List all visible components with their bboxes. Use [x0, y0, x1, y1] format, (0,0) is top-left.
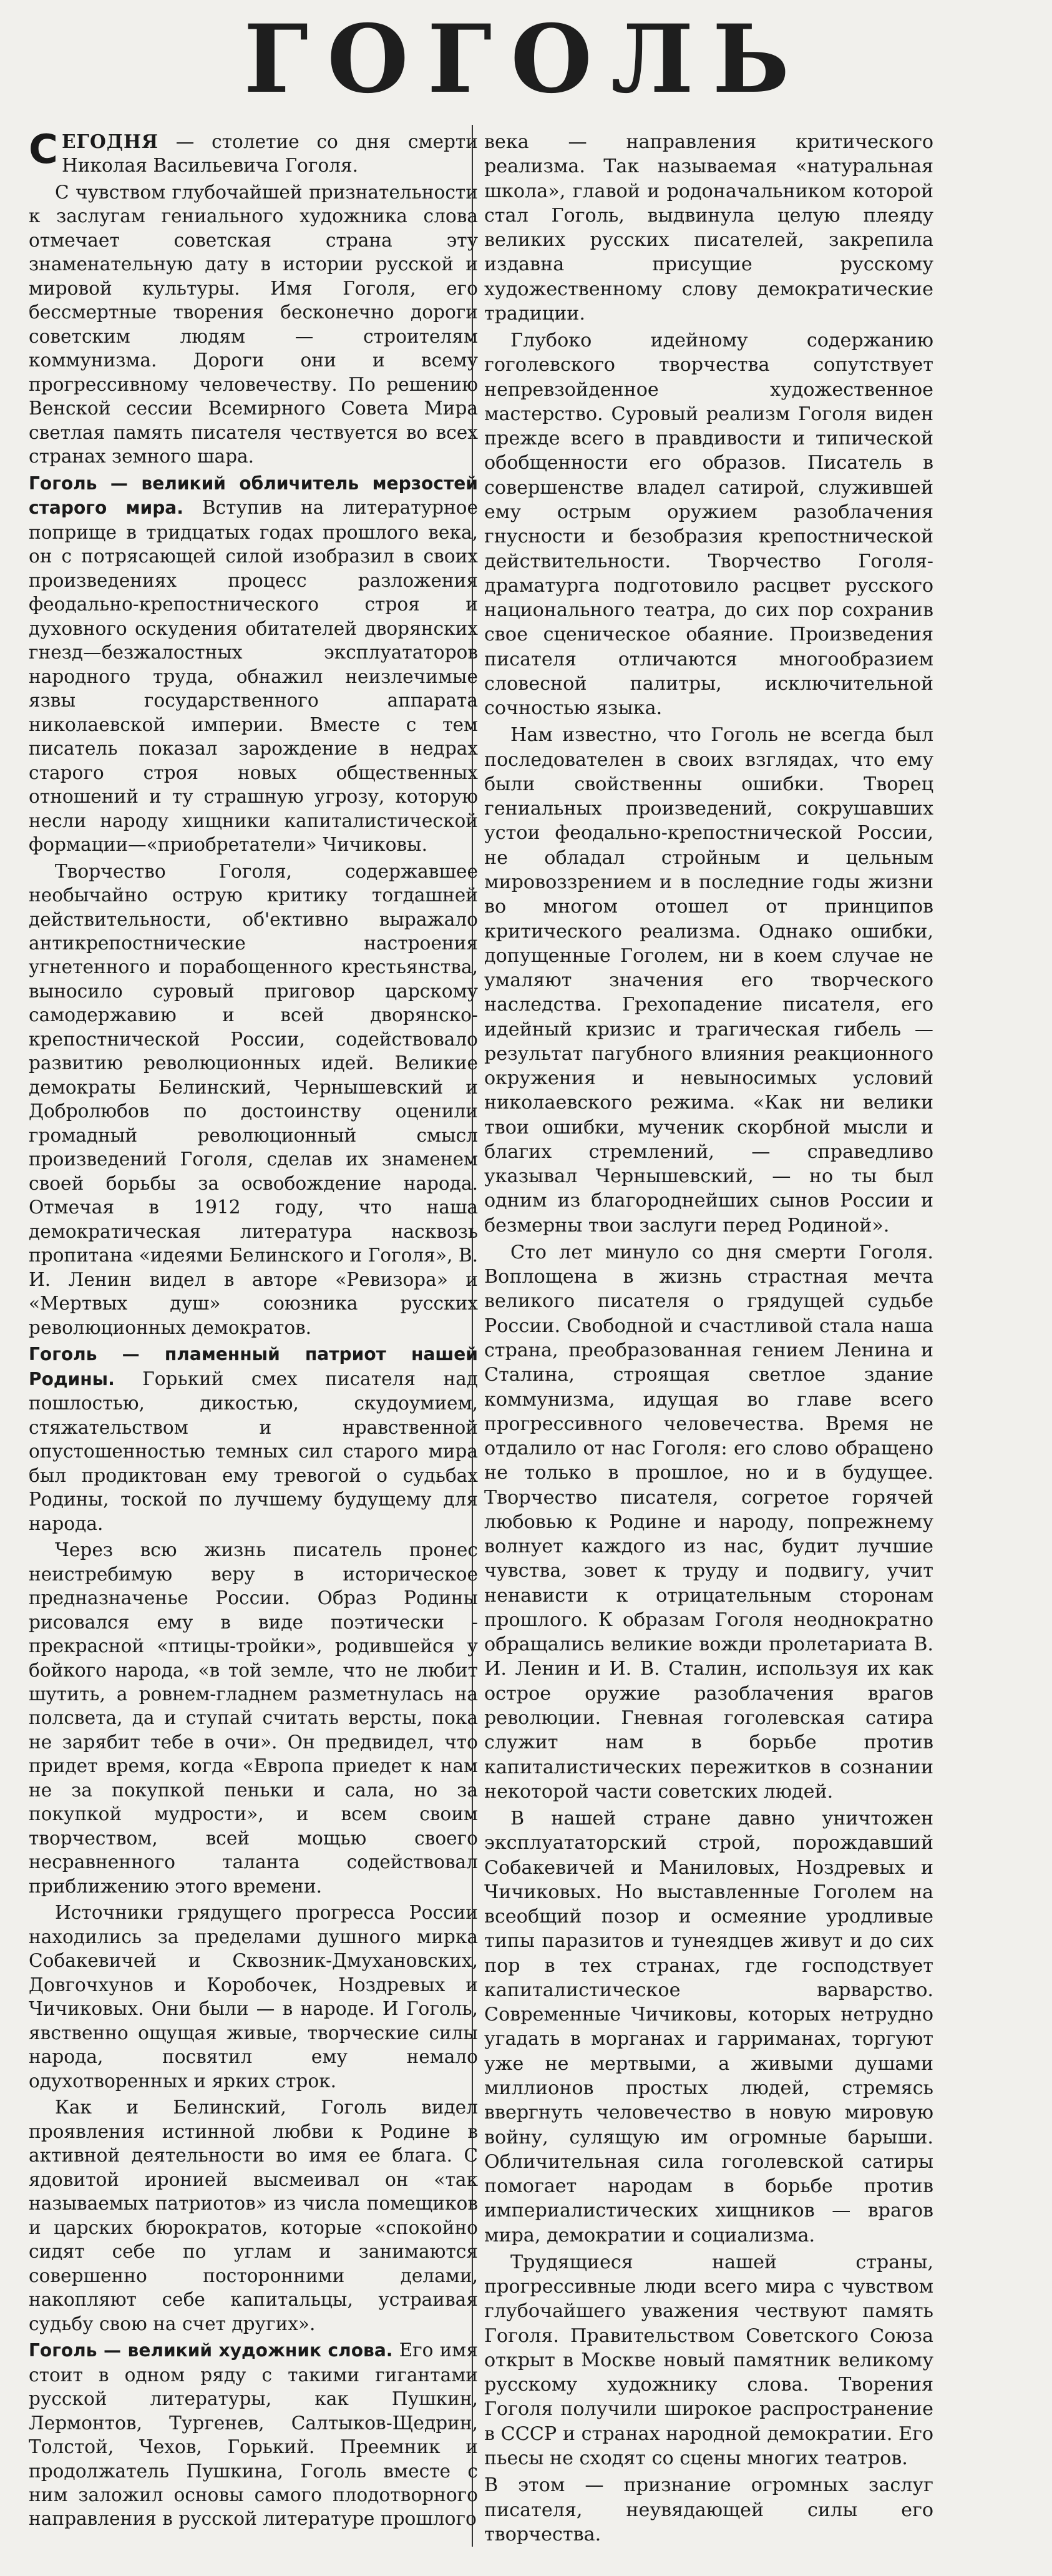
- subheading: Гоголь — пламенный патриот нашей Родины.: [29, 1344, 478, 1389]
- paragraph: Творчество Гоголя, содержавшее необычайно острую критику тогдашней действительности, об'ективно выражало антикрепостнические настроения угнетенного и порабощенного крестьянства, выносило суровый приговор царскому самодержавию и всей дворянско-крепостнической России, содействовало развитию революционных идей. Великие демократы Белинский, Чернышевский и Добролюбов по достоинству оценили громадный революционный смысл произведений Гоголя, сделав их знаменем своей борьбы за освобождение народа. Отмечая в 1912 году, что наша демократическая литература насквозь пропитана «идеями Белинского и Гоголя», В. И. Ленин видел в авторе «Ревизора» и «Мертвых душ» союзника русских революционных демократов.: [29, 860, 478, 1338]
- intro-text: — столетие со дня смерти Николая Васильевича Гоголя.: [61, 131, 478, 177]
- paragraph: Как и Белинский, Гоголь видел проявления истинной любви к Родине в активной деятельности во имя ее блага. С ядовитой иронией высмеивал он «так называемых патриотов» из числа помещиков и царских бюрократов, которые «спокойно сидят себе по углам и занимаются совершенно посторонними делами, накопляют себе капитальцы, устраивая судьбу свою на счет других».: [29, 2097, 478, 2334]
- paragraph-text: Вступив на литературное поприще в тридцатых годах прошлого века, он с потрясающей силой изобразил в своих произведениях процесс разложения феодально-крепостнического строя и духовного оскудения обитателей дворянских гнезд—безжалостных эксплуататоров народного труда, обнажил неизлечимые язвы государственного аппарата николаевской империи. Вместе с тем писатель показал зарождение в недрах старого строя новых общественных отношений и ту страшную угрозу, которую несли народу хищники капиталистической формации—«приобретатели» Чичиковы.: [29, 497, 479, 856]
- right-column: [484, 130, 933, 2549]
- paragraph: Трудящиеся нашей страны, прогрессивные люди всего мира с чувством глубочайшего уважения чествуют память Гоголя. Правительством Советского Союза открыт в Москве новый памятник великому русскому художнику слова. Творения Гоголя получили широкое распространение в СССР и странах народной демократии. Его пьесы не сходят со сцены многих театров.: [484, 2251, 933, 2469]
- paragraph: С чувством глубочайшей признательности к заслугам гениального художника слова отмечает советская страна эту знаменательную дату в истории русской и мировой культуры. Имя Гоголя, его бессмертные творения бесконечно дороги советским людям — строителям коммунизма. Дороги они и всему прогрессивному человечеству. По решению Венской сессии Всемирного Совета Мира светлая память писателя чествуется во всех странах земного шара.: [29, 181, 478, 468]
- paragraph: Нам известно, что Гоголь не всегда был последователен в своих взглядах, что ему были свойственны ошибки. Творец гениальных произведений, сокрушавших устои феодально-крепостнической России, не обладал стройным и цельным мировоззрением и в последние годы жизни во многом отошел от принципов критического реализма. Однако ошибки, допущенные Гоголем, ни в коем случае не умаляют значения его творческого наследства. Грехопадение писателя, его идейный кризис и трагическая гибель — результат пагубного влияния реакционного окружения и невыносимых условий николаевского режима. «Как ни велики твои ошибки, мученик скорбной мысли и благих стремлений, — справедливо указывал Чернышевский, — но ты был одним из благороднейших сынов России и безмерны твои заслуги перед Родиной».: [484, 724, 933, 1237]
- paragraph: Источники грядущего прогресса России находились за пределами душного мирка Собакевичей и Сквозник-Дмухановских, Довгочхунов и Коробочек, Ноздревых и Чичиковых. Они были — в народе. И Гоголь, явственно ощущая живые, творческие силы народа, посвятил ему немало одухотворенных и ярких строк.: [29, 1902, 478, 2092]
- article-title: ГОГОЛЬ: [243, 4, 809, 114]
- subheading: Гоголь — великий обличитель мерзостей старого мира.: [29, 473, 478, 519]
- paragraph: В нашей стране давно уничтожен эксплуататорский строй, порождавший Собакевичей и Маниловых, Ноздревых и Чичиковых. Но выставленные Гоголем на всеобщий позор и осмеяние уродливые типы паразитов и тунеядцев живут и до сих пор в тех странах, где господствует капиталистическое варварство. Современные Чичиковы, которых нетрудно угадать в морганах и гарриманах, торгуют уже не мертвыми, а живыми душами миллионов простых людей, стремясь ввергнуть человечество в новую мировую войну, сулящую им огромные барыши. Обличительная сила гоголевской сатиры помогает народам в борьбе против империалистических хищников — врагов мира, демократии и социализма.: [484, 1808, 933, 2246]
- paragraph: Сто лет минуло со дня смерти Гоголя. Воплощена в жизнь страстная мечта великого писателя о грядущей судьбе России. Свободной и счастливой стала наша страна, преобразованная гением Ленина и Сталина, строящая светлое здание коммунизма, идущая во главе всего прогрессивного человечества. Время не отдалило от нас Гоголя: его слово обращено не только в прошлое, но и в будущее. Творчество писателя, согретое горячей любовью к Родине и народу, попрежнему волнует каждого из нас, будит лучшие чувства, зовет к труду и подвигу, учит ненависти к отрицательным сторонам прошлого. К образам Гоголя неоднократно обращались великие вожди пролетариата В. И. Ленин и И. В. Сталин, используя их как острое оружие разоблачения врагов революции. Гневная гоголевская сатира служит нам в борьбе против капиталистических пережитков в сознании некоторой части советских людей.: [484, 1241, 933, 1803]
- intro-caps: ЕГОДНЯ: [61, 130, 159, 152]
- paragraph-intro: [29, 127, 478, 178]
- paragraph: Через всю жизнь писатель пронес неистребимую веру в историческое предназначенье России. Образ Родины рисовался ему в виде поэтически - прекрасной «птицы-тройки», родившейся у бойкого народа, «в той земле, что не любит шутить, а ровнем-гладнем разметнулась на полсвета, да и ступай считать версты, пока не зарябит тебе в очи». Он предвидел, что придет время, когда «Европа приедет к нам не за покупкой пеньки и сала, но за покупкой мудрости», и всем своим творчеством, всей мощью своего несравненного таланта содействовал приближению этого времени.: [29, 1539, 478, 1897]
- subheading: Гоголь — великий художник слова.: [29, 2340, 393, 2361]
- section-paragraph: [29, 471, 478, 857]
- drop-cap: С: [29, 127, 58, 173]
- paragraph-text: Его имя стоит в одном ряду с такими гигантами русской литературы, как Пушкин, Лермонтов, Тургенев, Салтыков-Щедрин, Толстой, Чехов, Горький. Преемник и продолжатель Пушкина, Гоголь вместе с ним заложил основы самого плодотворного направления в русской литературе прошлого: [29, 2339, 478, 2530]
- section-paragraph: [29, 2338, 478, 2531]
- paragraph: века — направления критического реализма. Так называемая «натуральная школа», главой и родоначальником которой стал Гоголь, выдвинула целую плеяду великих русских писателей, закрепила издавна присущие русскому художественному слову демократические традиции.: [484, 131, 933, 325]
- left-column: [29, 127, 479, 2534]
- paragraph: В этом — признание огромных заслуг писателя, неувядающей силы его творчества.: [484, 2474, 933, 2545]
- paragraph: Глубоко идейному содержанию гоголевского творчества сопутствует непревзойденное художественное мастерство. Суровый реализм Гоголя виден прежде всего в правдивости и типической обобщенности его образов. Писатель в совершенстве владел сатирой, служившей ему острым оружием разоблачения гнусности и безобразия крепостнической действительности. Творчество Гоголя-драматурга подготовило расцвет русского национального театра, до сих пор сохранив свое сценическое обаяние. Произведения писателя отличаются многообразием словесной палитры, исключительной сочностью языка.: [484, 330, 933, 720]
- section-paragraph: [29, 1342, 478, 1535]
- paragraph-text: Горький смех писателя над пошлостью, дикостью, скудоумием, стяжательством и нравственной опустошенностью темных сил старого мира был продиктован ему тревогой о судьбах Родины, тоской по лучшему будущему для народа.: [29, 1368, 478, 1534]
